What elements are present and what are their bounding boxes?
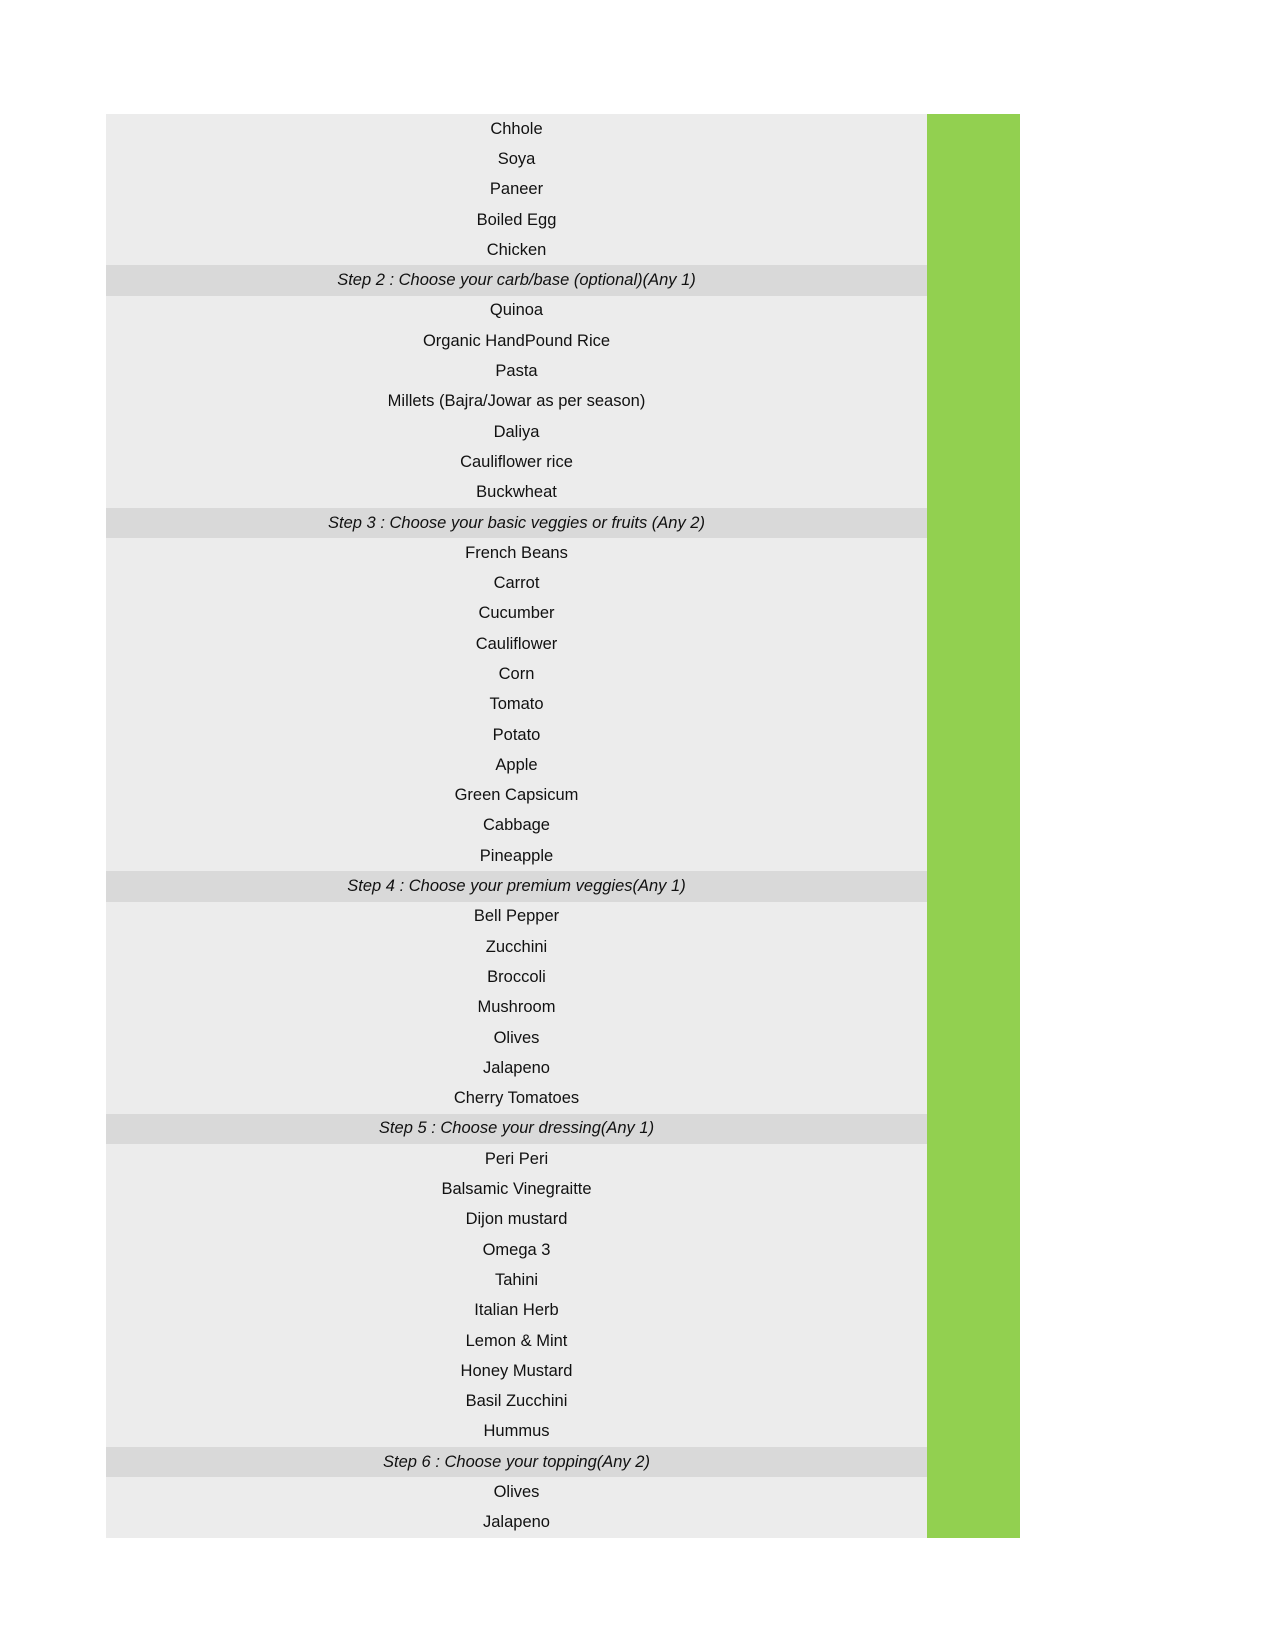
menu-item-row <box>106 1023 1020 1053</box>
green-marker-cell <box>927 1205 1020 1235</box>
green-marker-cell <box>927 144 1020 174</box>
green-marker-cell <box>927 1508 1020 1538</box>
menu-item-row <box>106 1144 1020 1174</box>
menu-item-row <box>106 629 1020 659</box>
green-marker-cell <box>927 538 1020 568</box>
menu-item-label: Cucumber <box>106 599 927 629</box>
step-header-label: Step 2 : Choose your carb/base (optional)(Any 1) <box>106 265 927 295</box>
green-marker-cell <box>927 690 1020 720</box>
menu-item-label: Cauliflower <box>106 629 927 659</box>
menu-item-label: Millets (Bajra/Jowar as per season) <box>106 387 927 417</box>
menu-item-row <box>106 447 1020 477</box>
step-header-row <box>106 871 1020 901</box>
green-marker-cell <box>927 720 1020 750</box>
menu-item-label: Boiled Egg <box>106 205 927 235</box>
menu-item-row <box>106 1235 1020 1265</box>
green-marker-cell <box>927 629 1020 659</box>
green-marker-cell <box>927 175 1020 205</box>
menu-item-row <box>106 902 1020 932</box>
green-marker-cell <box>927 1447 1020 1477</box>
menu-item-row <box>106 841 1020 871</box>
green-marker-cell <box>927 781 1020 811</box>
green-marker-cell <box>927 1023 1020 1053</box>
menu-item-label: Omega 3 <box>106 1235 927 1265</box>
green-marker-cell <box>927 1417 1020 1447</box>
menu-item-label: Lemon & Mint <box>106 1326 927 1356</box>
menu-item-label: Chhole <box>106 114 927 144</box>
step-header-row <box>106 265 1020 295</box>
menu-item-label: Apple <box>106 750 927 780</box>
menu-item-label: Olives <box>106 1023 927 1053</box>
menu-item-row <box>106 1174 1020 1204</box>
menu-item-row <box>106 205 1020 235</box>
menu-item-label: Pineapple <box>106 841 927 871</box>
menu-item-row <box>106 1508 1020 1538</box>
green-marker-cell <box>927 993 1020 1023</box>
menu-item-row <box>106 356 1020 386</box>
green-marker-cell <box>927 750 1020 780</box>
green-marker-cell <box>927 1265 1020 1295</box>
menu-item-label: Mushroom <box>106 993 927 1023</box>
menu-item-row <box>106 1356 1020 1386</box>
menu-item-row <box>106 962 1020 992</box>
green-marker-cell <box>927 356 1020 386</box>
green-marker-cell <box>927 478 1020 508</box>
menu-item-label: Corn <box>106 659 927 689</box>
menu-item-row <box>106 1296 1020 1326</box>
menu-item-row <box>106 811 1020 841</box>
menu-item-label: Jalapeno <box>106 1053 927 1083</box>
green-marker-cell <box>927 1053 1020 1083</box>
menu-item-label: Peri Peri <box>106 1144 927 1174</box>
menu-item-row <box>106 599 1020 629</box>
green-marker-cell <box>927 417 1020 447</box>
menu-item-label: Pasta <box>106 356 927 386</box>
menu-item-row <box>106 720 1020 750</box>
menu-item-label: Carrot <box>106 568 927 598</box>
green-marker-cell <box>927 1084 1020 1114</box>
menu-item-row <box>106 387 1020 417</box>
green-marker-cell <box>927 1326 1020 1356</box>
green-marker-cell <box>927 659 1020 689</box>
menu-item-row <box>106 296 1020 326</box>
menu-item-label: Zucchini <box>106 932 927 962</box>
green-marker-cell <box>927 447 1020 477</box>
green-marker-cell <box>927 1144 1020 1174</box>
menu-item-label: Dijon mustard <box>106 1205 927 1235</box>
menu-item-row <box>106 690 1020 720</box>
menu-item-label: Broccoli <box>106 962 927 992</box>
menu-item-row <box>106 144 1020 174</box>
menu-item-row <box>106 1326 1020 1356</box>
menu-item-label: Balsamic Vinegraitte <box>106 1174 927 1204</box>
menu-item-label: Jalapeno <box>106 1508 927 1538</box>
menu-item-label: Daliya <box>106 417 927 447</box>
menu-item-label: Italian Herb <box>106 1296 927 1326</box>
menu-item-row <box>106 1205 1020 1235</box>
green-marker-cell <box>927 296 1020 326</box>
menu-item-label: Cauliflower rice <box>106 447 927 477</box>
menu-item-label: Paneer <box>106 175 927 205</box>
green-marker-cell <box>927 962 1020 992</box>
step-header-label: Step 4 : Choose your premium veggies(Any 1) <box>106 871 927 901</box>
green-marker-cell <box>927 326 1020 356</box>
green-marker-cell <box>927 387 1020 417</box>
menu-item-label: Tomato <box>106 690 927 720</box>
menu-item-row <box>106 993 1020 1023</box>
green-marker-cell <box>927 1356 1020 1386</box>
green-marker-cell <box>927 841 1020 871</box>
green-marker-cell <box>927 508 1020 538</box>
green-marker-cell <box>927 811 1020 841</box>
menu-item-row <box>106 1477 1020 1507</box>
green-marker-cell <box>927 235 1020 265</box>
green-marker-cell <box>927 932 1020 962</box>
menu-item-label: Buckwheat <box>106 478 927 508</box>
menu-item-label: Basil Zucchini <box>106 1386 927 1416</box>
step-header-label: Step 3 : Choose your basic veggies or fruits (Any 2) <box>106 508 927 538</box>
green-marker-cell <box>927 265 1020 295</box>
menu-item-label: Olives <box>106 1477 927 1507</box>
green-marker-cell <box>927 1235 1020 1265</box>
menu-item-row <box>106 568 1020 598</box>
step-header-row <box>106 1447 1020 1477</box>
menu-item-row <box>106 781 1020 811</box>
menu-item-label: Hummus <box>106 1417 927 1447</box>
step-header-label: Step 6 : Choose your topping(Any 2) <box>106 1447 927 1477</box>
menu-item-row <box>106 932 1020 962</box>
menu-item-label: Honey Mustard <box>106 1356 927 1386</box>
green-marker-cell <box>927 599 1020 629</box>
menu-item-row <box>106 478 1020 508</box>
menu-item-row <box>106 1417 1020 1447</box>
menu-item-row <box>106 1265 1020 1295</box>
menu-item-label: Bell Pepper <box>106 902 927 932</box>
green-marker-cell <box>927 114 1020 144</box>
menu-item-row <box>106 750 1020 780</box>
menu-item-label: Quinoa <box>106 296 927 326</box>
green-marker-cell <box>927 1174 1020 1204</box>
menu-item-label: Cabbage <box>106 811 927 841</box>
menu-item-label: Organic HandPound Rice <box>106 326 927 356</box>
menu-item-row <box>106 417 1020 447</box>
menu-item-label: French Beans <box>106 538 927 568</box>
green-marker-cell <box>927 1114 1020 1144</box>
green-marker-cell <box>927 568 1020 598</box>
menu-item-row <box>106 659 1020 689</box>
step-header-row <box>106 508 1020 538</box>
menu-item-row <box>106 1053 1020 1083</box>
green-marker-cell <box>927 205 1020 235</box>
menu-item-label: Potato <box>106 720 927 750</box>
menu-item-row <box>106 326 1020 356</box>
menu-item-row <box>106 1084 1020 1114</box>
menu-item-label: Green Capsicum <box>106 781 927 811</box>
menu-item-row <box>106 538 1020 568</box>
menu-item-row <box>106 175 1020 205</box>
menu-item-row <box>106 114 1020 144</box>
menu-item-row <box>106 235 1020 265</box>
green-marker-cell <box>927 902 1020 932</box>
menu-item-label: Soya <box>106 144 927 174</box>
green-marker-cell <box>927 1386 1020 1416</box>
menu-item-label: Tahini <box>106 1265 927 1295</box>
step-header-row <box>106 1114 1020 1144</box>
menu-item-row <box>106 1386 1020 1416</box>
green-marker-cell <box>927 1477 1020 1507</box>
green-marker-cell <box>927 871 1020 901</box>
menu-item-label: Chicken <box>106 235 927 265</box>
step-header-label: Step 5 : Choose your dressing(Any 1) <box>106 1114 927 1144</box>
menu-table <box>106 114 1020 1538</box>
menu-item-label: Cherry Tomatoes <box>106 1084 927 1114</box>
green-marker-cell <box>927 1296 1020 1326</box>
